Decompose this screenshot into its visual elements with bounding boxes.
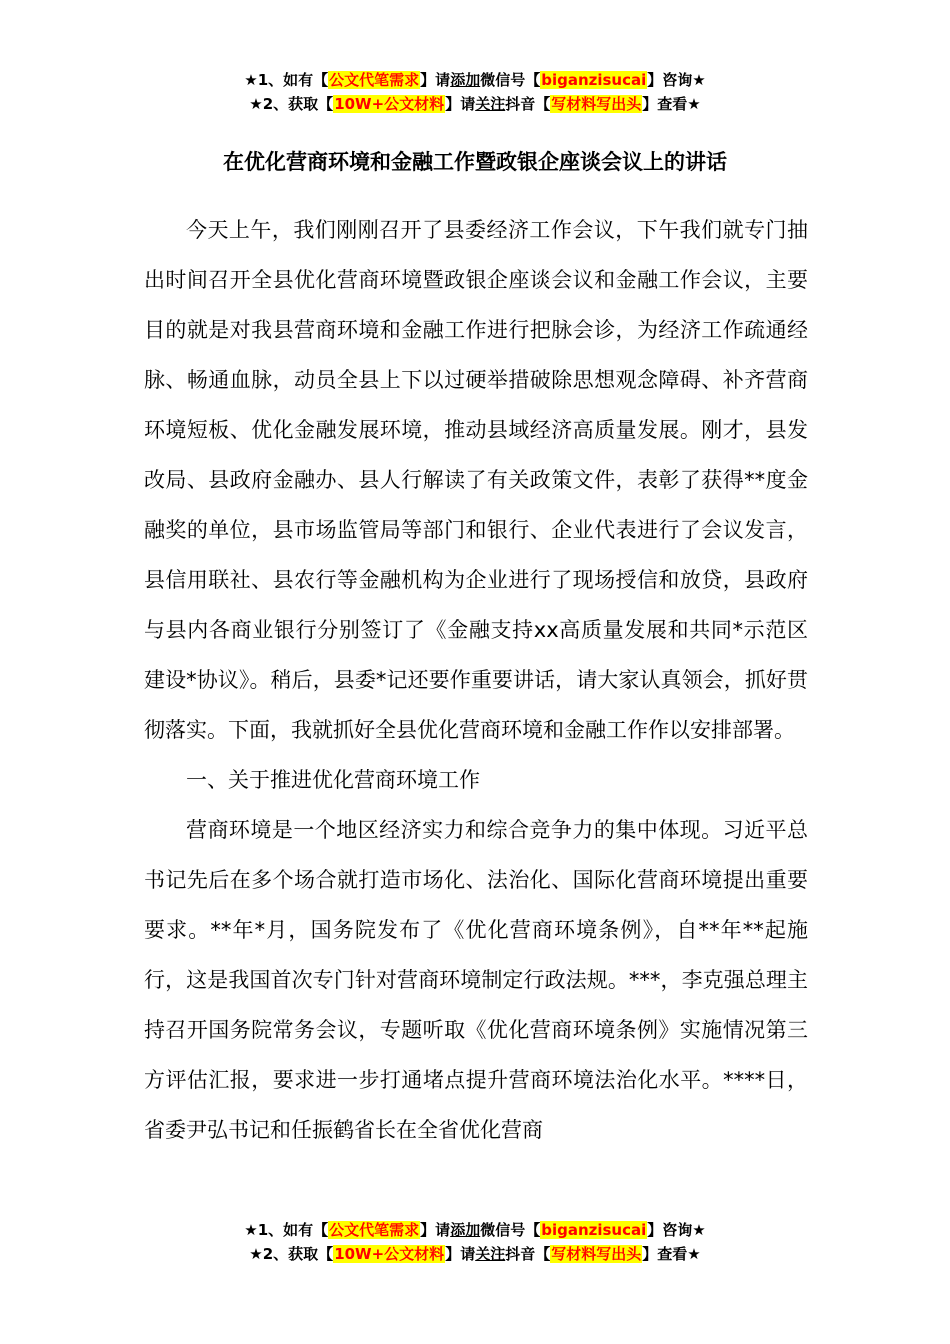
banner-text: 】咨询★ bbox=[647, 71, 706, 89]
banner-text: 】请 bbox=[420, 71, 451, 89]
body-paragraph: 今天上午，我们刚刚召开了县委经济工作会议，下午我们就专门抽出时间召开全县优化营商环境暨政银企座谈会议和金融工作会议，主要目的就是对我县营商环境和金融工作进行把脉会诊，为经济工作疏通经脉、畅通血脉，动员全县上下以过硬举措破除思想观念障碍、补齐营商环境短板、优化金融发展环境，推动县域经济高质量发展。刚才，县发改局、县政府金融办、县人行解读了有关政策文件，表彰了获得**度金融奖的单位，县市场监管局等部门和银行、企业代表进行了会议发言，县信用联社、县农行等金融机构为企业进行了现场授信和放贷，县政府与县内各商业银行分别签订了《金融支持xx高质量发展和共同*示范区建设*协议》。稍后，县委*记还要作重要讲话，请大家认真领会，抓好贯彻落实。下面，我就抓好全县优化营商环境和金融工作作以安排部署。 bbox=[144, 218, 808, 742]
banner-text: 】请 bbox=[445, 1245, 476, 1263]
section-heading: 一、关于推进优化营商环境工作 bbox=[186, 768, 480, 792]
banner-text: 抖音【 bbox=[505, 1245, 551, 1263]
banner-line-2 bbox=[0, 92, 950, 116]
banner-highlight: 公文代笔需求 bbox=[329, 71, 420, 89]
banner-highlight: 公文代笔需求 bbox=[329, 1221, 420, 1239]
body-paragraph: 营商环境是一个地区经济实力和综合竞争力的集中体现。习近平总书记先后在多个场合就打造市场化、法治化、国际化营商环境提出重要要求。**年*月，国务院发布了《优化营商环境条例》，自**年**起施行，这是我国首次专门针对营商环境制定行政法规。***，李克强总理主持召开国务院常务会议，专题听取《优化营商环境条例》实施情况第三方评估汇报，要求进一步打通堵点提升营商环境法治化水平。****日，省委尹弘书记和任振鹤省长在全省优化营商 bbox=[144, 818, 808, 1142]
banner-underlined-text: 关注 bbox=[475, 1245, 506, 1263]
banner-underlined-text: 关注 bbox=[475, 95, 506, 113]
footer-banner bbox=[0, 1218, 950, 1266]
banner-underlined-text: 添加 bbox=[450, 1221, 481, 1239]
banner-underlined-text: 添加 bbox=[450, 71, 481, 89]
banner-text: 】请 bbox=[445, 95, 476, 113]
banner-highlight: biganzisucai bbox=[541, 1221, 647, 1239]
banner-highlight: 10W+公文材料 bbox=[334, 95, 445, 113]
banner-highlight: 10W+公文材料 bbox=[334, 1245, 445, 1263]
banner-highlight: 写材料写出头 bbox=[551, 1245, 642, 1263]
banner-text: ★2、获取【 bbox=[249, 95, 334, 113]
banner-highlight: biganzisucai bbox=[541, 71, 647, 89]
banner-line-1 bbox=[0, 1218, 950, 1242]
banner-text: 微信号【 bbox=[480, 1221, 541, 1239]
document-title: 在优化营商环境和金融工作暨政银企座谈会议上的讲话 bbox=[223, 150, 727, 174]
document-body bbox=[144, 205, 808, 1155]
banner-text: 微信号【 bbox=[480, 71, 541, 89]
banner-highlight: 写材料写出头 bbox=[551, 95, 642, 113]
banner-text: ★1、如有【 bbox=[244, 71, 329, 89]
banner-line-2 bbox=[0, 1242, 950, 1266]
header-banner bbox=[0, 68, 950, 116]
banner-line-1 bbox=[0, 68, 950, 92]
banner-text: 抖音【 bbox=[505, 95, 551, 113]
banner-text: ★1、如有【 bbox=[244, 1221, 329, 1239]
banner-text: 】查看★ bbox=[642, 95, 701, 113]
banner-text: 】请 bbox=[420, 1221, 451, 1239]
banner-text: ★2、获取【 bbox=[249, 1245, 334, 1263]
banner-text: 】查看★ bbox=[642, 1245, 701, 1263]
banner-text: 】咨询★ bbox=[647, 1221, 706, 1239]
